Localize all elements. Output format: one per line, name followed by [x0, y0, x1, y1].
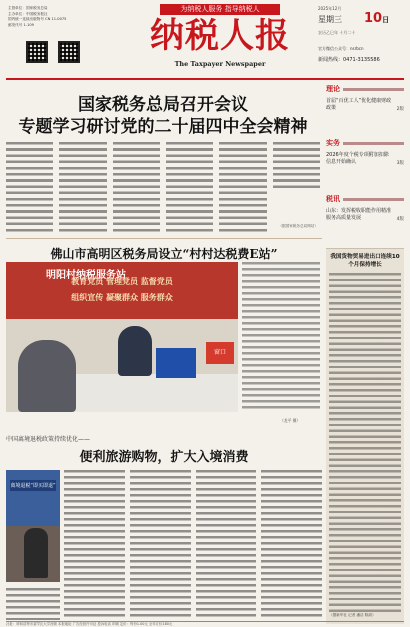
page-ref: 4版: [396, 217, 404, 222]
third-article-body: [64, 470, 322, 620]
newspaper-title-english: The Taxpayer Newspaper: [174, 60, 266, 68]
article-column: [59, 142, 106, 232]
article-column: [6, 142, 53, 232]
sidebar-section-news[interactable]: [326, 194, 404, 222]
publication-meta: [8, 6, 108, 28]
section-label: 理论: [326, 85, 340, 93]
lead-headline-line2[interactable]: 专题学习研讨党的二十届四中全会精神: [18, 117, 308, 137]
date-year-month: 2025年12月: [318, 6, 342, 11]
day-number: 10日: [364, 11, 390, 26]
photo-desk: [66, 374, 238, 412]
meta-line: 主管单位：国家税务总局: [8, 6, 48, 10]
section-bar: [343, 88, 404, 91]
qr-code-icon: [58, 41, 80, 63]
lead-headline-line1[interactable]: 国家税务总局召开会议: [78, 95, 248, 115]
index-sidebar: [326, 84, 404, 624]
photo-sign: 离境退税“即买即退”: [10, 480, 56, 491]
source-note: （据国家税务总局网站）: [278, 224, 318, 228]
photo-person: [18, 340, 76, 412]
second-article-title[interactable]: 佛山市高明区税务局设立“村村达税费E站”: [50, 247, 278, 261]
photo-person: [118, 326, 152, 376]
article-column: [196, 470, 257, 620]
page-ref: 3版: [396, 161, 404, 166]
photo-person: [24, 528, 48, 578]
lunar-date: 农历乙巳年 十月二十: [318, 30, 356, 35]
tax-refund-photo: [6, 470, 60, 582]
second-article-header: [6, 238, 322, 260]
feature-body: [329, 273, 401, 613]
photo-sign: 窗口: [206, 342, 234, 364]
photo-banner-text: 教育党员 管理党员 监督党员: [71, 277, 173, 286]
sidebar-section-practice[interactable]: [326, 138, 404, 166]
newspaper-title: 纳税人报: [150, 16, 290, 56]
article-column: [166, 142, 213, 232]
wechat-account: 官方微信公众号：nsrbcn: [318, 46, 364, 51]
article-column: [219, 142, 266, 232]
article-column: [273, 142, 320, 190]
meta-line: 邮发代号 1-109: [8, 22, 34, 27]
meta-line: 主办单位：中国税务报社: [8, 11, 48, 16]
section-label: 税讯: [326, 195, 340, 203]
slogan-banner: 为纳税人服务 指导纳税人: [160, 4, 280, 15]
news-photo: [6, 262, 238, 412]
article-column: [64, 470, 125, 620]
photo-monitor: [156, 348, 196, 378]
section-teaser: 首届“百优工人”优化健康财政政策: [326, 98, 392, 111]
sidebar-feature-box: [326, 248, 404, 624]
section-teaser: 山东：发挥税收职能作用精准服务高质量发展: [326, 208, 392, 221]
lead-article: [6, 84, 320, 232]
weekday: 星期三: [318, 15, 342, 24]
article-column: [130, 470, 191, 620]
third-article-kicker: 中国离境退税政策持续优化——: [6, 436, 91, 443]
article-column: [113, 142, 160, 232]
article-column: [261, 470, 322, 620]
section-bar: [343, 142, 404, 145]
qr-code-icon: [26, 41, 48, 63]
masthead: [0, 0, 410, 82]
lead-article-body: [6, 142, 320, 232]
feature-source: （据新华社 记者 潘洁 除淑）: [329, 613, 376, 617]
article-column: [6, 588, 60, 620]
issue-date: [318, 6, 404, 46]
section-teaser: 2026年度个税专项附加扣除信息开始确认: [326, 152, 389, 165]
section-label: 实务: [326, 139, 340, 147]
page-footer: 社址：呼和浩特市赛罕区大学西街 本报地址 广告经营许可证 投诉电话 印刷 定价：每份1.00元 全年订价180元: [6, 621, 404, 627]
feature-title[interactable]: 我国货物贸易进出口连续10个月保持增长: [330, 254, 400, 268]
meta-line: 国内统一连续出版物号 CN 11-0075: [8, 17, 67, 22]
third-article-title[interactable]: 便利旅游购物，扩大入境消费: [79, 450, 249, 465]
page-ref: 2版: [396, 107, 404, 112]
news-hotline: 新闻热线：0471-3135586: [318, 57, 380, 63]
photo-banner-text: 组织宣传 凝聚群众 服务群众: [71, 293, 173, 302]
section-bar: [343, 198, 404, 201]
photo-caption-body: [242, 262, 320, 412]
sidebar-section-theory[interactable]: [326, 84, 404, 112]
photo-credit: （龙平 摄）: [280, 418, 301, 423]
masthead-divider: [6, 78, 404, 80]
photo-brand-text: 明阳村纳税服务站: [46, 270, 126, 281]
